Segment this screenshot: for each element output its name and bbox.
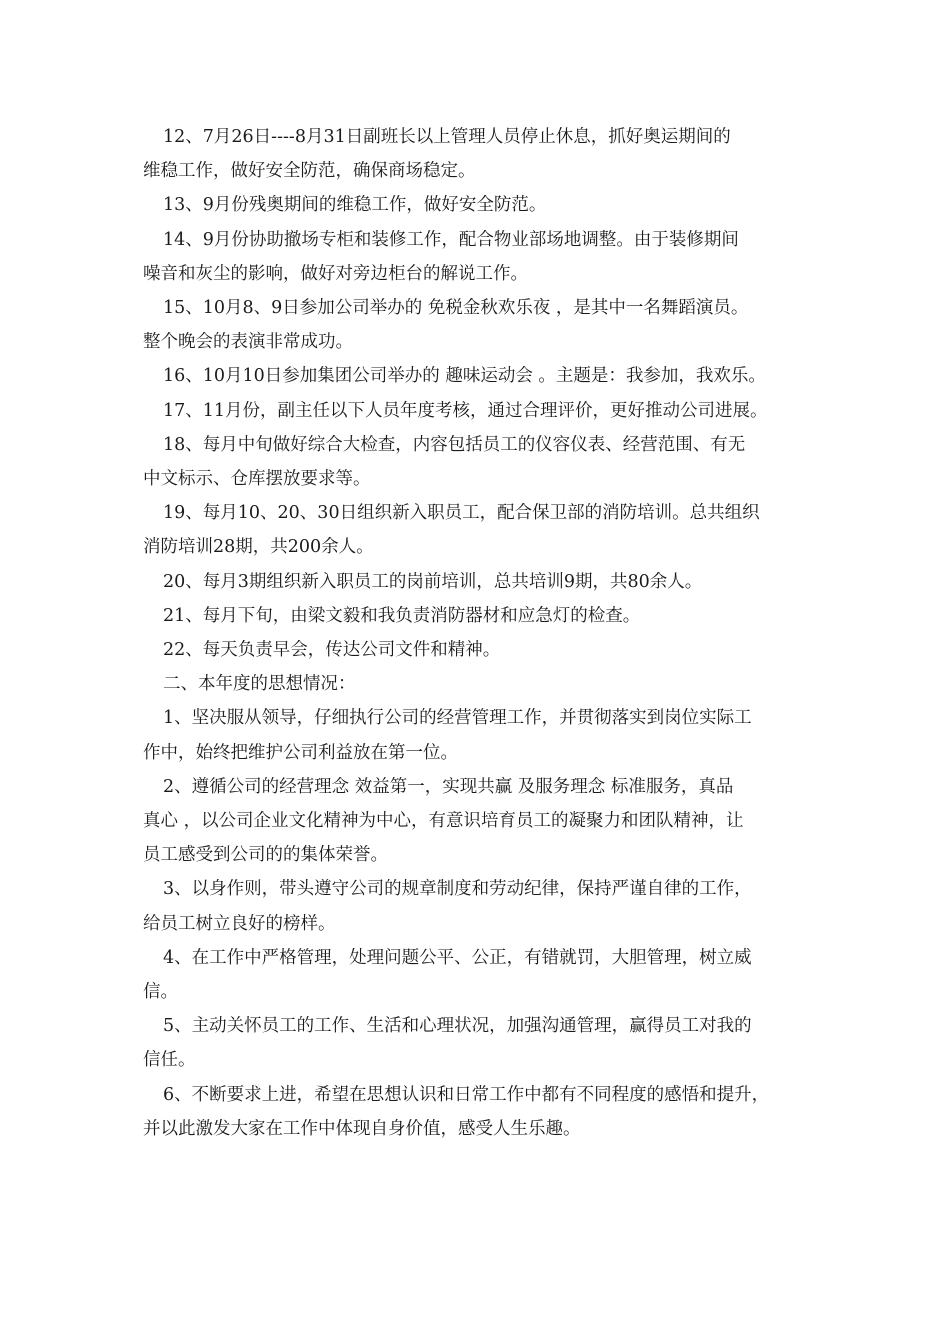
paragraph-item-13: [143, 188, 813, 222]
text-line: 14、9月份协助撤场专柜和装修工作，配合物业部场地调整。由于装修期间: [163, 229, 739, 250]
text-line: 二、本年度的思想情况：: [163, 674, 356, 695]
text-line: 员工感受到公司的的集体荣誉。: [143, 845, 388, 866]
paragraph-thought-5: [143, 1009, 813, 1077]
text-line: 真心 ，以公司企业文化精神为中心，有意识培育员工的凝聚力和团队精神，让: [143, 811, 744, 832]
text-line: 2、遵循公司的经营理念 效益第一，实现共赢 及服务理念 标准服务，真品: [163, 776, 734, 797]
paragraph-thought-3: [143, 872, 813, 940]
paragraph-thought-1: [143, 701, 813, 769]
text-line: 信任。: [143, 1050, 196, 1071]
text-line: 并以此激发大家在工作中体现自身价值，感受人生乐趣。: [143, 1118, 581, 1139]
text-line: 5、主动关怀员工的工作、生活和心理状况，加强沟通管理，赢得员工对我的: [163, 1016, 752, 1037]
text-line: 20、每月3期组织新入职员工的岗前培训，总共培训9期，共80余人。: [163, 571, 703, 592]
paragraph-item-22: [143, 633, 813, 667]
text-line: 19、每月10、20、30日组织新入职员工，配合保卫部的消防培训。总共组织: [163, 503, 760, 524]
text-line: 消防培训28期，共200余人。: [143, 537, 374, 558]
text-line: 18、每月中旬做好综合大检查，内容包括员工的仪容仪表、经营范围、有无: [163, 434, 746, 455]
text-line: 15、10月8、9日参加公司举办的 免税金秋欢乐夜 ，是其中一名舞蹈演员。: [163, 298, 749, 319]
paragraph-thought-2: [143, 770, 813, 873]
text-line: 整个晚会的表演非常成功。: [143, 332, 353, 353]
paragraph-item-17: [143, 394, 813, 428]
text-line: 21、每月下旬，由梁文毅和我负责消防器材和应急灯的检查。: [163, 605, 641, 626]
paragraph-item-21: [143, 599, 813, 633]
text-line: 维稳工作，做好安全防范，确保商场稳定。: [143, 161, 476, 182]
text-line: 中文标示、仓库摆放要求等。: [143, 469, 371, 490]
text-line: 3、以身作则，带头遵守公司的规章制度和劳动纪律，保持严谨自律的工作，: [163, 879, 752, 900]
paragraph-item-15: [143, 291, 813, 359]
text-line: 给员工树立良好的榜样。: [143, 913, 336, 934]
text-line: 信。: [143, 982, 178, 1003]
paragraph-item-19: [143, 496, 813, 564]
document-body: [143, 120, 813, 1146]
paragraph-thought-4: [143, 941, 813, 1009]
section-heading: [143, 667, 813, 701]
paragraph-thought-6: [143, 1078, 813, 1146]
paragraph-item-12: [143, 120, 813, 188]
text-line: 1、坚决服从领导，仔细执行公司的经营管理工作，并贯彻落实到岗位实际工: [163, 708, 752, 729]
text-line: 作中，始终把维护公司利益放在第一位。: [143, 742, 458, 763]
text-line: 6、不断要求上进，希望在思想认识和日常工作中都有不同程度的感悟和提升，: [163, 1084, 770, 1105]
text-line: 12、7月26日----8月31日副班长以上管理人员停止休息，抓好奥运期间的: [163, 127, 731, 147]
text-line: 噪音和灰尘的影响，做好对旁边柜台的解说工作。: [143, 263, 528, 284]
paragraph-item-14: [143, 223, 813, 291]
text-line: 16、10月10日参加集团公司举办的 趣味运动会 。主题是：我参加，我欢乐。: [163, 366, 766, 387]
paragraph-item-20: [143, 565, 813, 599]
paragraph-item-16: [143, 359, 813, 393]
text-line: 22、每天负责早会，传达公司文件和精神。: [163, 640, 501, 661]
text-line: 4、在工作中严格管理，处理问题公平、公正，有错就罚，大胆管理，树立威: [163, 947, 752, 968]
text-line: 13、9月份残奥期间的维稳工作，做好安全防范。: [163, 195, 547, 216]
paragraph-item-18: [143, 428, 813, 496]
text-line: 17、11月份，副主任以下人员年度考核，通过合理评价，更好推动公司进展。: [163, 400, 768, 421]
